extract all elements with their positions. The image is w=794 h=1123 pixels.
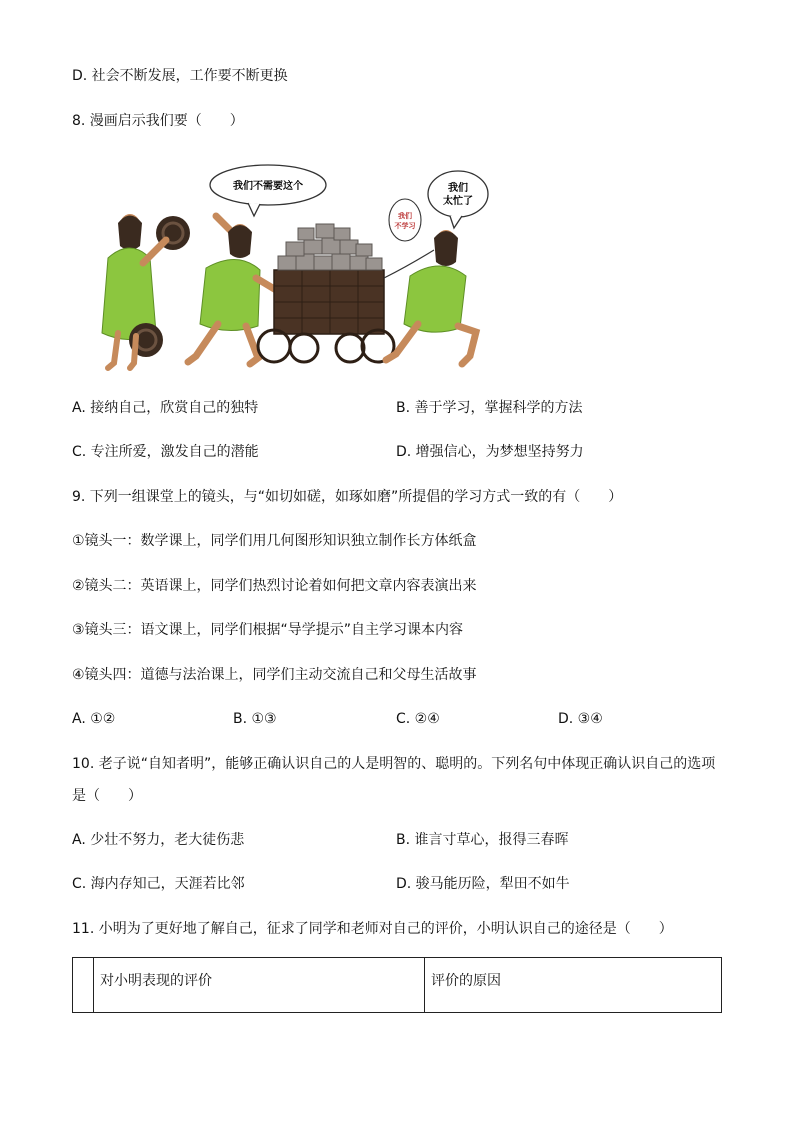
bubble-right-line2: 太忙了 — [443, 196, 473, 207]
bubble-right-line1: 我们 — [448, 183, 468, 194]
table-header-evaluation: 对小明表现的评价 — [94, 958, 425, 1013]
q8-option-d[interactable]: D. 增强信心，为梦想坚持努力 — [396, 444, 584, 460]
q7-option-d: D. 社会不断发展，工作要不断更换 — [72, 68, 288, 84]
q9-item-4: ④镜头四：道德与法治课上，同学们主动交流自己和父母生活故事 — [72, 667, 477, 683]
caveman-right — [386, 230, 476, 364]
cartoon-image — [78, 158, 490, 376]
table-row — [73, 958, 722, 1013]
q9-item-2: ②镜头二：英语课上，同学们热烈讨论着如何把文章内容表演出来 — [72, 578, 477, 594]
speech-bubble-small — [389, 199, 421, 241]
q8-option-a[interactable]: A. 接纳自己，欣赏自己的独特 — [72, 400, 259, 416]
q11-stem: 11. 小明为了更好地了解自己，征求了同学和老师对自己的评价，小明认识自己的途径是（ ） — [72, 921, 673, 937]
q8-option-c[interactable]: C. 专注所爱，激发自己的潜能 — [72, 444, 259, 460]
cart — [258, 224, 394, 362]
q10-stem-line2: 是（ ） — [72, 788, 142, 804]
table-header-reason: 评价的原因 — [425, 958, 722, 1013]
q9-option-a[interactable]: A. ①② — [72, 711, 116, 727]
bubble-left-text: 我们不需要这个 — [233, 181, 303, 192]
caveman-middle — [188, 216, 276, 364]
q9-item-3: ③镜头三：语文课上，同学们根据“导学提示”自主学习课本内容 — [72, 622, 464, 638]
q10-option-a[interactable]: A. 少壮不努力，老大徒伤悲 — [72, 832, 245, 848]
speech-bubble-left — [210, 165, 326, 216]
q11-table — [72, 957, 722, 1013]
q10-stem-line1: 10. 老子说“自知者明”，能够正确认识自己的人是明智的、聪明的。下列名句中体现正确认识自己的选项 — [72, 756, 716, 772]
table-header-blank — [73, 958, 94, 1013]
q10-option-d[interactable]: D. 骏马能历险，犁田不如牛 — [396, 876, 570, 892]
q10-option-c[interactable]: C. 海内存知己，天涯若比邻 — [72, 876, 245, 892]
cargo-boxes — [278, 224, 382, 270]
q8-stem: 8. 漫画启示我们要（ ） — [72, 113, 244, 129]
cart-wheels — [258, 330, 394, 362]
q9-stem: 9. 下列一组课堂上的镜头，与“如切如磋，如琢如磨”所提倡的学习方式一致的有（ ） — [72, 489, 623, 505]
q10-option-b[interactable]: B. 谁言寸草心，报得三春晖 — [396, 832, 569, 848]
q9-option-d[interactable]: D. ③④ — [558, 711, 603, 727]
q9-option-b[interactable]: B. ①③ — [233, 711, 277, 727]
bubble-small-line1: 我们 — [398, 212, 412, 220]
q9-option-c[interactable]: C. ②④ — [396, 711, 440, 727]
bubble-small-line2: 不学习 — [394, 222, 416, 230]
q9-item-1: ①镜头一：数学课上，同学们用几何图形知识独立制作长方体纸盒 — [72, 533, 477, 549]
caveman-left — [102, 214, 190, 368]
speech-bubble-right — [428, 171, 488, 228]
q8-option-b[interactable]: B. 善于学习，掌握科学的方法 — [396, 400, 583, 416]
